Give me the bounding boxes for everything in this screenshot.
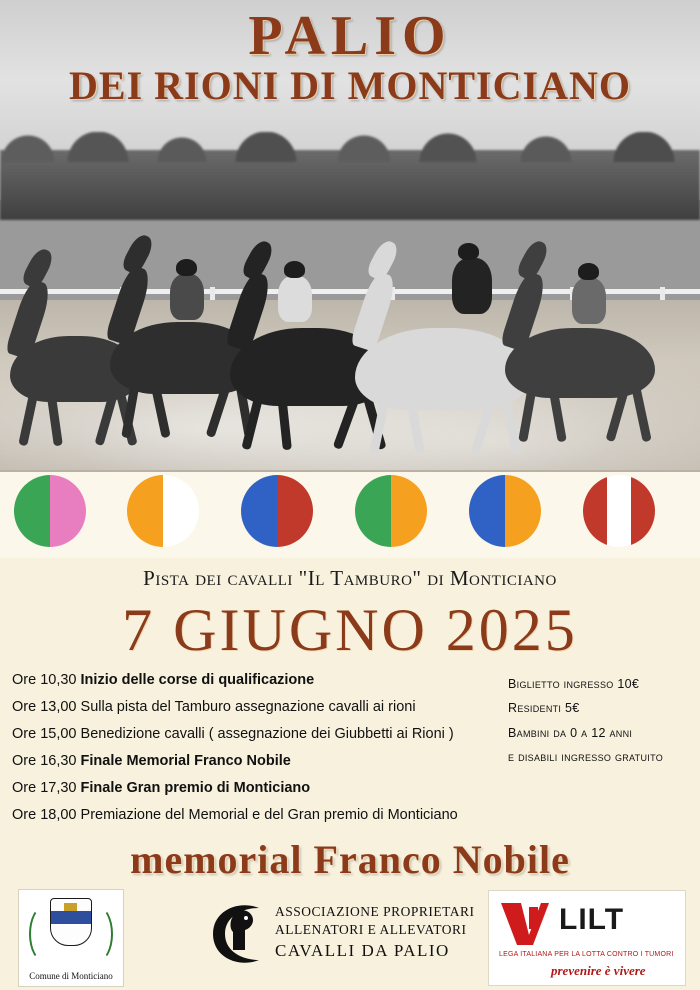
- horse-head: [20, 246, 56, 291]
- comune-logo: [18, 889, 124, 987]
- page-subtitle: DEI RIONI DI MONTICIANO: [69, 63, 631, 108]
- schedule-time: Ore 10,30: [12, 672, 77, 688]
- helmet: [578, 263, 599, 280]
- rione-flag-4: [355, 475, 427, 547]
- lilt-slogan: prevenire è vivere: [551, 963, 646, 978]
- schedule-row: [12, 699, 502, 715]
- lilt-subtitle: LEGA ITALIANA PER LA LOTTA CONTRO I TUMORI: [499, 951, 674, 958]
- comune-label: Comune di Monticiano: [29, 971, 113, 981]
- associazione-logo: [205, 898, 475, 974]
- schedule-desc: Finale Memorial Franco Nobile: [80, 753, 291, 769]
- flag-color-right: [505, 475, 541, 547]
- flag-color-right: [277, 475, 313, 547]
- flag-color-left: [127, 475, 163, 547]
- ticket-line: Residenti 5€: [508, 701, 580, 716]
- jockey: [278, 276, 312, 322]
- rione-flag-3: [241, 475, 313, 547]
- flag-color-left: [469, 475, 505, 547]
- schedule-list: [12, 672, 502, 834]
- flag-color-left: [583, 475, 607, 547]
- horse-letter-c-icon: [205, 898, 267, 970]
- jockey: [170, 274, 204, 320]
- schedule-row: [12, 807, 502, 823]
- event-date: 7 GIUGNO 2025: [122, 597, 578, 663]
- title-band: [0, 0, 700, 120]
- schedule-desc: Inizio delle corse di qualificazione: [80, 672, 315, 688]
- flag-color-right: [631, 475, 655, 547]
- ticket-line: e disabili ingresso gratuito: [508, 750, 664, 765]
- schedule-time: Ore 17,30: [12, 780, 77, 796]
- helmet: [458, 243, 479, 260]
- lilt-logo: [488, 890, 686, 986]
- schedule-row: [12, 726, 502, 742]
- helmet: [176, 259, 197, 276]
- treeline: [0, 150, 700, 220]
- logo-row: [0, 884, 700, 990]
- flag-color-left: [14, 475, 50, 547]
- coat-of-arms-icon: [50, 898, 92, 946]
- schedule-desc: Benedizione cavalli ( assegnazione dei Giubbetti ai Rioni ): [80, 726, 454, 742]
- schedule-row: [12, 780, 502, 796]
- page-title: PALIO: [248, 5, 452, 67]
- flag-color-right: [163, 475, 199, 547]
- flag-color-right: [50, 475, 86, 547]
- schedule-time: Ore 13,00: [12, 699, 77, 715]
- associazione-text: [275, 904, 475, 961]
- ticket-info: [508, 672, 693, 770]
- assoc-line-1: ASSOCIAZIONE PROPRIETARI: [275, 904, 475, 919]
- schedule-time: Ore 16,30: [12, 753, 77, 769]
- flag-color-middle: [607, 475, 631, 547]
- flag-color-left: [241, 475, 277, 547]
- crest-band: [51, 911, 91, 924]
- horse-head: [120, 232, 156, 277]
- horse-head: [365, 238, 401, 283]
- schedule-time: Ore 15,00: [12, 726, 77, 742]
- lilt-wordmark: LILT: [559, 903, 625, 936]
- assoc-line-2: ALLENATORI E ALLEVATORI: [275, 922, 467, 937]
- jockey: [572, 278, 606, 324]
- schedule-desc: Sulla pista del Tamburo assegnazione cavalli ai rioni: [80, 699, 416, 715]
- horse-silhouette: [505, 328, 655, 398]
- schedule-desc: Finale Gran premio di Monticiano: [80, 780, 311, 796]
- ticket-line: Biglietto ingresso 10€: [508, 677, 640, 691]
- flag-color-left: [355, 475, 391, 547]
- rioni-flags: [0, 472, 700, 558]
- rione-flag-6: [583, 475, 655, 547]
- rione-flag-2: [127, 475, 199, 547]
- assoc-line-3: CAVALLI DA PALIO: [275, 941, 450, 960]
- memorial-title: memorial Franco Nobile: [130, 837, 570, 882]
- schedule-time: Ore 18,00: [12, 807, 77, 823]
- ticket-line: Bambini da 0 a 12 anni: [508, 725, 633, 740]
- horse-head: [240, 238, 276, 283]
- schedule-row: [12, 672, 502, 688]
- horse-head: [515, 238, 551, 283]
- schedule-row: [12, 753, 502, 769]
- jockey: [452, 258, 492, 314]
- helmet: [284, 261, 305, 278]
- schedule-desc: Premiazione del Memorial e del Gran premio di Monticiano: [80, 807, 458, 823]
- venue-line: Pista dei cavalli "Il Tamburo" di Monticiano: [143, 566, 557, 590]
- rione-flag-5: [469, 475, 541, 547]
- lilt-mark-icon: [499, 901, 551, 947]
- rione-flag-1: [14, 475, 86, 547]
- flag-color-right: [391, 475, 427, 547]
